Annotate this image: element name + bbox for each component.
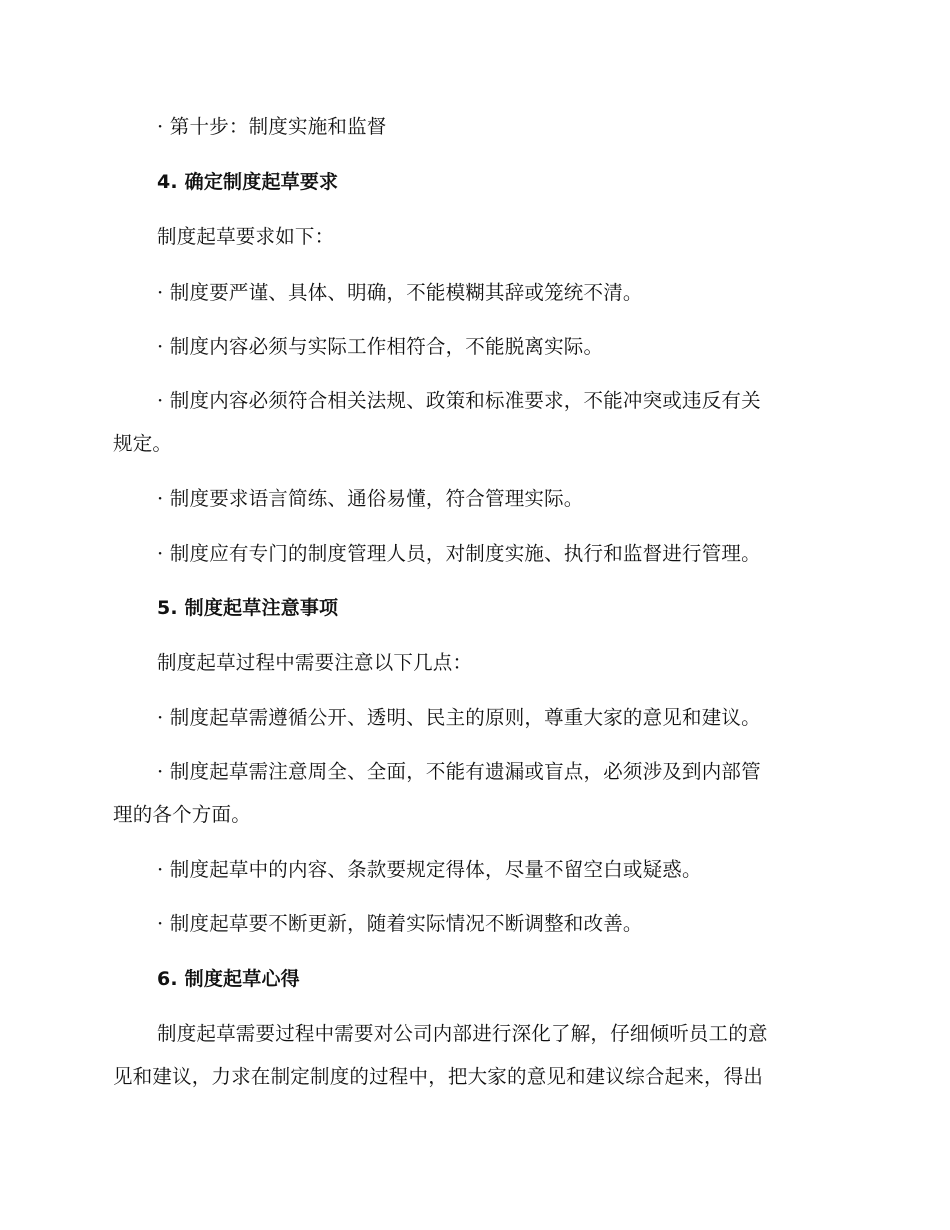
paragraph-intro-5: 制度起草过程中需要注意以下几点： xyxy=(157,651,473,674)
bullet-item-continuation: 规定。 xyxy=(113,432,173,455)
bullet-item: · 制度内容必须与实际工作相符合，不能脱离实际。 xyxy=(157,335,604,358)
section-heading-5: 5. 制度起草注意事项 xyxy=(157,597,339,619)
bullet-item: · 制度内容必须符合相关法规、政策和标准要求，不能冲突或违反有关 xyxy=(157,389,761,412)
paragraph-intro-4: 制度起草要求如下： xyxy=(157,225,335,248)
paragraph-body: 制度起草需要过程中需要对公司内部进行深化了解，仔细倾听员工的意 xyxy=(157,1022,768,1045)
bullet-item: · 制度应有专门的制度管理人员，对制度实施、执行和监督进行管理。 xyxy=(157,542,761,565)
bullet-item: · 制度起草要不断更新，随着实际情况不断调整和改善。 xyxy=(157,912,643,935)
bullet-item-continuation: 理的各个方面。 xyxy=(113,803,251,826)
bullet-item: · 制度起草中的内容、条款要规定得体，尽量不留空白或疑惑。 xyxy=(157,858,702,881)
paragraph-body-continuation: 见和建议，力求在制定制度的过程中，把大家的意见和建议综合起来，得出 xyxy=(113,1065,764,1088)
bullet-item: · 制度要严谨、具体、明确，不能模糊其辞或笼统不清。 xyxy=(157,281,643,304)
section-heading-4: 4. 确定制度起草要求 xyxy=(157,171,339,193)
bullet-step-ten: · 第十步：制度实施和监督 xyxy=(157,115,387,138)
section-heading-6: 6. 制度起草心得 xyxy=(157,968,300,990)
bullet-item: · 制度起草需注意周全、全面，不能有遗漏或盲点，必须涉及到内部管 xyxy=(157,760,761,783)
bullet-item: · 制度要求语言简练、通俗易懂，符合管理实际。 xyxy=(157,487,584,510)
bullet-item: · 制度起草需遵循公开、透明、民主的原则，尊重大家的意见和建议。 xyxy=(157,706,761,729)
